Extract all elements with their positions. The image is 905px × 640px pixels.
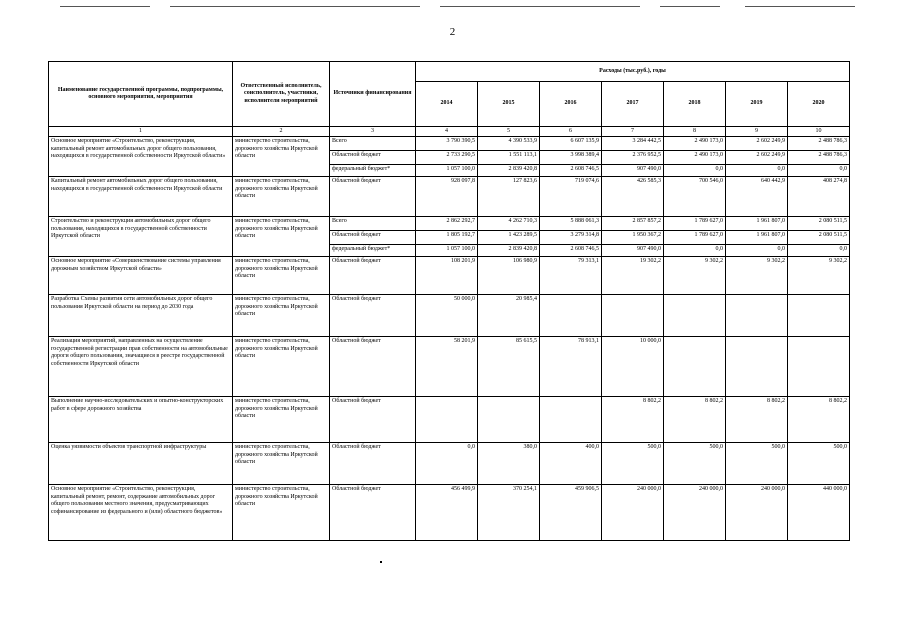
row-value-cell: 3 284 442,5 (602, 137, 664, 151)
row-value-cell: 1 961 807,0 (726, 231, 788, 245)
row-value-cell: 8 802,2 (788, 397, 850, 443)
row-value-cell (540, 397, 602, 443)
row-name-cell: Строительство и реконструкция автомобильных дорог общего пользования, находящихся в государственной собственности Иркутской области (49, 217, 233, 257)
row-value-cell: 1 961 807,0 (726, 217, 788, 231)
table-body (49, 137, 850, 541)
row-source-cell: Областной бюджет (330, 257, 416, 295)
expenses-table (48, 61, 850, 541)
row-value-cell: 700 546,0 (664, 177, 726, 217)
row-source-cell: Областной бюджет (330, 151, 416, 165)
row-source-cell: Областной бюджет (330, 295, 416, 337)
column-number: 9 (726, 127, 788, 137)
row-value-cell: 408 274,8 (788, 177, 850, 217)
header-year: 2014 (416, 82, 478, 127)
row-value-cell: 2 602 249,9 (726, 151, 788, 165)
row-name-cell: Реализация мероприятий, направленных на осуществление государственной регистрации прав собственности на автомобильные дороги общего пользования, значащиеся в реестре государственной собственности Иркутской области (49, 337, 233, 397)
row-value-cell: 400,0 (540, 443, 602, 485)
row-responsible-cell: министерство строительства, дорожного хозяйства Иркутской области (233, 485, 330, 541)
row-value-cell: 2 080 511,5 (788, 217, 850, 231)
row-value-cell: 0,0 (726, 165, 788, 177)
row-value-cell: 500,0 (788, 443, 850, 485)
row-value-cell (788, 337, 850, 397)
table-row (49, 177, 850, 217)
row-value-cell: 4 390 533,9 (478, 137, 540, 151)
row-value-cell: 240 000,0 (726, 485, 788, 541)
row-source-cell: федеральный бюджет* (330, 165, 416, 177)
row-value-cell: 85 615,5 (478, 337, 540, 397)
row-value-cell: 0,0 (788, 165, 850, 177)
row-value-cell: 1 950 367,2 (602, 231, 664, 245)
row-value-cell: 2 608 746,5 (540, 165, 602, 177)
row-value-cell: 1 551 113,1 (478, 151, 540, 165)
row-value-cell: 2 608 746,5 (540, 245, 602, 257)
row-value-cell: 2 488 786,3 (788, 137, 850, 151)
row-responsible-cell: министерство строительства, дорожного хозяйства Иркутской области (233, 295, 330, 337)
row-value-cell: 9 302,2 (664, 257, 726, 295)
table-row (49, 485, 850, 541)
row-value-cell: 456 499,9 (416, 485, 478, 541)
row-value-cell: 10 000,0 (602, 337, 664, 397)
row-value-cell: 5 888 061,3 (540, 217, 602, 231)
row-value-cell: 127 823,6 (478, 177, 540, 217)
row-value-cell: 3 790 390,5 (416, 137, 478, 151)
row-source-cell: Всего (330, 217, 416, 231)
row-value-cell (788, 295, 850, 337)
row-value-cell: 1 057 100,0 (416, 165, 478, 177)
row-value-cell: 108 201,9 (416, 257, 478, 295)
row-name-cell: Выполнение научно-исследовательских и опытно-конструкторских работ в сфере дорожного хозяйства (49, 397, 233, 443)
row-value-cell: 20 985,4 (478, 295, 540, 337)
column-number: 7 (602, 127, 664, 137)
row-source-cell: Областной бюджет (330, 485, 416, 541)
header-year: 2019 (726, 82, 788, 127)
row-value-cell: 0,0 (664, 165, 726, 177)
table-row (49, 337, 850, 397)
row-value-cell: 78 913,1 (540, 337, 602, 397)
header-year: 2020 (788, 82, 850, 127)
row-value-cell: 426 585,3 (602, 177, 664, 217)
row-value-cell: 3 998 389,4 (540, 151, 602, 165)
column-number: 1 (49, 127, 233, 137)
scan-artifact-dot (380, 561, 382, 563)
column-number: 2 (233, 127, 330, 137)
row-source-cell: Областной бюджет (330, 231, 416, 245)
row-value-cell: 9 302,2 (788, 257, 850, 295)
table-row (49, 295, 850, 337)
header-year: 2015 (478, 82, 540, 127)
row-responsible-cell: министерство строительства, дорожного хозяйства Иркутской области (233, 177, 330, 217)
table-row (49, 257, 850, 295)
row-value-cell: 3 279 314,8 (540, 231, 602, 245)
row-name-cell: Капитальный ремонт автомобильных дорог общего пользования, находящихся в государственной собственности Иркутской области (49, 177, 233, 217)
row-value-cell: 106 980,9 (478, 257, 540, 295)
row-value-cell: 928 097,8 (416, 177, 478, 217)
row-value-cell: 240 000,0 (664, 485, 726, 541)
table-row (49, 217, 850, 231)
row-source-cell: Областной бюджет (330, 337, 416, 397)
row-name-cell: Основное мероприятие «Совершенствование системы управления дорожным хозяйством Иркутской области» (49, 257, 233, 295)
row-value-cell: 9 302,2 (726, 257, 788, 295)
row-value-cell: 459 906,5 (540, 485, 602, 541)
row-value-cell: 240 000,0 (602, 485, 664, 541)
row-value-cell: 2 490 173,0 (664, 151, 726, 165)
row-value-cell (664, 295, 726, 337)
row-value-cell: 500,0 (726, 443, 788, 485)
row-value-cell: 1 789 627,0 (664, 217, 726, 231)
row-value-cell: 8 802,2 (664, 397, 726, 443)
scan-artifact-line (60, 6, 150, 7)
row-name-cell: Оценка уязвимости объектов транспортной инфраструктуры (49, 443, 233, 485)
row-value-cell: 2 080 511,5 (788, 231, 850, 245)
row-source-cell: Всего (330, 137, 416, 151)
header-source: Источники финансирования (330, 62, 416, 127)
row-value-cell (726, 295, 788, 337)
header-year: 2016 (540, 82, 602, 127)
row-value-cell: 4 262 710,3 (478, 217, 540, 231)
row-value-cell: 2 862 292,7 (416, 217, 478, 231)
row-value-cell: 0,0 (664, 245, 726, 257)
row-responsible-cell: министерство строительства, дорожного хозяйства Иркутской области (233, 137, 330, 177)
row-value-cell: 2 857 857,2 (602, 217, 664, 231)
row-value-cell: 6 607 135,9 (540, 137, 602, 151)
row-responsible-cell: министерство строительства, дорожного хозяйства Иркутской области (233, 443, 330, 485)
row-value-cell (478, 397, 540, 443)
header-name: Наименование государственной программы, подпрограммы, основного мероприятия, мероприятия (49, 62, 233, 127)
column-number: 3 (330, 127, 416, 137)
row-responsible-cell: министерство строительства, дорожного хозяйства Иркутской области (233, 397, 330, 443)
row-value-cell: 440 000,0 (788, 485, 850, 541)
row-value-cell (726, 337, 788, 397)
column-number: 5 (478, 127, 540, 137)
column-number: 8 (664, 127, 726, 137)
table-row (49, 443, 850, 485)
row-value-cell (540, 295, 602, 337)
row-value-cell (664, 337, 726, 397)
row-value-cell: 1 805 192,7 (416, 231, 478, 245)
row-value-cell: 2 839 420,8 (478, 165, 540, 177)
row-value-cell: 2 376 952,5 (602, 151, 664, 165)
row-value-cell: 79 313,1 (540, 257, 602, 295)
row-value-cell: 719 074,6 (540, 177, 602, 217)
row-responsible-cell: министерство строительства, дорожного хозяйства Иркутской области (233, 217, 330, 257)
row-name-cell: Основное мероприятие «Строительство, реконструкция, капитальный ремонт, ремонт, содержание автомобильных дорог общего пользования местного значения, предусматривающих софинансирование из федерального и (или) областного бюджетов» (49, 485, 233, 541)
row-source-cell: федеральный бюджет* (330, 245, 416, 257)
row-name-cell: Основное мероприятие «Строительство, реконструкция, капитальный ремонт автомобильных дорог общего пользования, находящихся в государственной собственности Иркутской области» (49, 137, 233, 177)
row-value-cell: 58 201,9 (416, 337, 478, 397)
row-value-cell: 370 254,1 (478, 485, 540, 541)
table-row (49, 137, 850, 151)
row-value-cell: 2 733 290,5 (416, 151, 478, 165)
row-value-cell: 0,0 (726, 245, 788, 257)
row-value-cell: 2 839 420,8 (478, 245, 540, 257)
row-value-cell: 8 802,2 (602, 397, 664, 443)
row-value-cell: 2 488 786,3 (788, 151, 850, 165)
row-responsible-cell: министерство строительства, дорожного хозяйства Иркутской области (233, 257, 330, 295)
row-source-cell: Областной бюджет (330, 397, 416, 443)
scan-artifact-line (170, 6, 420, 7)
row-value-cell: 380,0 (478, 443, 540, 485)
header-year: 2018 (664, 82, 726, 127)
row-value-cell: 907 490,0 (602, 165, 664, 177)
header-expenses: Расходы (тыс.руб.), годы (416, 62, 850, 82)
row-value-cell (602, 295, 664, 337)
column-number: 6 (540, 127, 602, 137)
row-name-cell: Разработка Схемы развития сети автомобильных дорог общего пользования Иркутской области на период до 2030 года (49, 295, 233, 337)
scan-artifact-line (440, 6, 640, 7)
page-number: 2 (449, 26, 456, 38)
row-value-cell: 19 302,2 (602, 257, 664, 295)
row-responsible-cell: министерство строительства, дорожного хозяйства Иркутской области (233, 337, 330, 397)
table-row (49, 397, 850, 443)
row-source-cell: Областной бюджет (330, 177, 416, 217)
row-value-cell: 50 000,0 (416, 295, 478, 337)
row-value-cell: 1 057 100,0 (416, 245, 478, 257)
scan-artifact-line (660, 6, 720, 7)
row-value-cell: 500,0 (664, 443, 726, 485)
row-value-cell: 1 423 289,5 (478, 231, 540, 245)
row-value-cell: 500,0 (602, 443, 664, 485)
header-year: 2017 (602, 82, 664, 127)
row-value-cell: 1 789 627,0 (664, 231, 726, 245)
row-value-cell: 640 442,9 (726, 177, 788, 217)
row-value-cell: 2 602 249,9 (726, 137, 788, 151)
column-number: 10 (788, 127, 850, 137)
row-value-cell (416, 397, 478, 443)
row-value-cell: 0,0 (788, 245, 850, 257)
row-value-cell: 8 802,2 (726, 397, 788, 443)
row-source-cell: Областной бюджет (330, 443, 416, 485)
scan-artifact-line (745, 6, 855, 7)
header-responsible: Ответственный исполнитель, соисполнитель, участники, исполнители мероприятий (233, 62, 330, 127)
row-value-cell: 2 490 173,0 (664, 137, 726, 151)
column-number: 4 (416, 127, 478, 137)
row-value-cell: 907 490,0 (602, 245, 664, 257)
row-value-cell: 0,0 (416, 443, 478, 485)
